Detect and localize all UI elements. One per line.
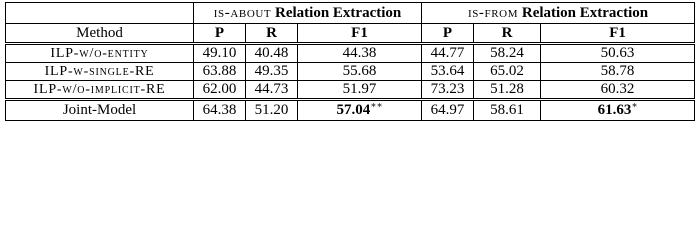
is-from-prefix: is-from xyxy=(467,4,519,21)
about-f1-best-value: 57.04 xyxy=(336,102,371,118)
table-row xyxy=(6,44,695,63)
table-row xyxy=(6,81,695,100)
method-cell: ILP-w-single-RE xyxy=(6,63,194,81)
group-header-row xyxy=(6,3,695,24)
column-header-row xyxy=(6,24,695,44)
from-f1-cell: 50.63 xyxy=(541,44,695,63)
from-f1-cell xyxy=(541,100,695,121)
method-cell: ILP-w/o-implicit-RE xyxy=(6,81,194,100)
is-from-title: Relation Extraction xyxy=(521,4,649,21)
about-f1-header: F1 xyxy=(298,24,422,44)
from-f1-cell: 58.78 xyxy=(541,63,695,81)
about-f1-cell: 51.97 xyxy=(298,81,422,100)
about-f1-significance-mark: ∗∗ xyxy=(370,100,383,110)
from-recall-cell: 58.61 xyxy=(474,100,541,121)
results-table-container xyxy=(5,2,694,121)
about-recall-cell: 51.20 xyxy=(246,100,298,121)
about-precision-cell: 62.00 xyxy=(194,81,246,100)
is-about-group-header xyxy=(194,3,422,24)
from-f1-significance-mark: ∗ xyxy=(631,100,638,110)
about-precision-cell: 49.10 xyxy=(194,44,246,63)
about-f1-cell: 44.38 xyxy=(298,44,422,63)
is-from-group-header xyxy=(422,3,695,24)
results-table xyxy=(5,2,695,121)
about-precision-cell: 64.38 xyxy=(194,100,246,121)
about-precision-cell: 63.88 xyxy=(194,63,246,81)
about-recall-header: R xyxy=(246,24,298,44)
method-cell: ILP-w/o-entity xyxy=(6,44,194,63)
from-precision-header: P xyxy=(422,24,474,44)
is-about-title: Relation Extraction xyxy=(275,4,402,21)
about-recall-cell: 49.35 xyxy=(246,63,298,81)
empty-corner-cell xyxy=(6,3,194,24)
from-f1-cell: 60.32 xyxy=(541,81,695,100)
from-f1-best-value: 61.63 xyxy=(597,102,632,118)
joint-model-row xyxy=(6,100,695,121)
from-recall-cell: 51.28 xyxy=(474,81,541,100)
table-row xyxy=(6,63,695,81)
about-f1-cell: 55.68 xyxy=(298,63,422,81)
method-column-header: Method xyxy=(6,24,194,44)
from-recall-header: R xyxy=(474,24,541,44)
about-recall-cell: 44.73 xyxy=(246,81,298,100)
from-precision-cell: 53.64 xyxy=(422,63,474,81)
from-precision-cell: 44.77 xyxy=(422,44,474,63)
method-cell: Joint-Model xyxy=(6,100,194,121)
about-f1-cell xyxy=(298,100,422,121)
from-f1-header: F1 xyxy=(541,24,695,44)
from-recall-cell: 65.02 xyxy=(474,63,541,81)
from-precision-cell: 73.23 xyxy=(422,81,474,100)
about-precision-header: P xyxy=(194,24,246,44)
about-recall-cell: 40.48 xyxy=(246,44,298,63)
from-recall-cell: 58.24 xyxy=(474,44,541,63)
is-about-prefix: is-about xyxy=(213,4,272,21)
from-precision-cell: 64.97 xyxy=(422,100,474,121)
